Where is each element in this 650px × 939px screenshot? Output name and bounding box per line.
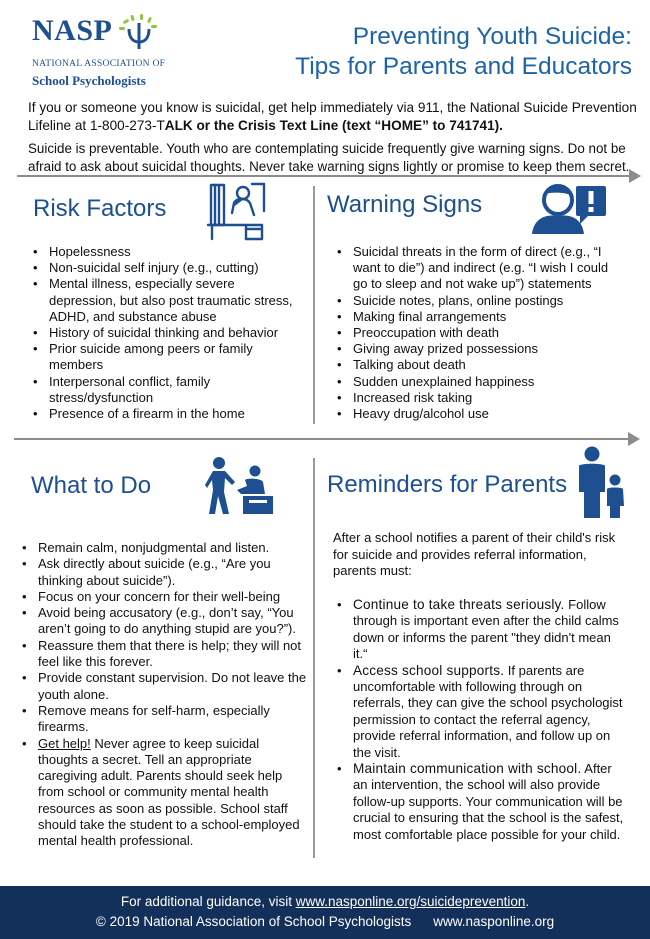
upper-column-divider (313, 186, 315, 424)
footer-guidance-text: For additional guidance, visit (120, 894, 296, 909)
list-item: • Prior suicide among peers or family members (31, 341, 301, 373)
suicide-prevention-link[interactable]: www.nasponline.org/suicideprevention (295, 894, 526, 909)
middle-divider-arrow (14, 438, 638, 440)
risk-factors-title: Risk Factors (33, 195, 167, 222)
crisis-notice (28, 99, 638, 135)
person-head-in-hands-icon (206, 181, 270, 243)
psi-tree-icon (118, 14, 158, 50)
list-item: • Preoccupation with death (335, 325, 625, 341)
reminders-title: Reminders for Parents (327, 471, 568, 498)
adult-helping-child-icon (205, 456, 277, 516)
get-help-lead: Get help! (38, 735, 91, 751)
list-item: • Presence of a firearm in the home (31, 406, 301, 422)
reminder-lead: Access school supports. (353, 662, 505, 678)
list-item: • Making final arrangements (335, 309, 625, 325)
reminders-intro: After a school notifies a parent of their child's risk for suicide and provides referral information, parents must: (333, 530, 616, 578)
list-item: • Remain calm, nonjudgmental and listen. (20, 540, 310, 556)
list-item: • Suicide notes, plans, online postings (335, 293, 625, 309)
risk-factors-list (31, 244, 301, 422)
list-item: • Interpersonal conflict, family stress/dysfunction (31, 374, 301, 406)
reminder-lead: Maintain communication with school. (353, 761, 582, 777)
person-alert-icon (532, 178, 612, 234)
list-item: • Heavy drug/alcohol use (335, 406, 625, 422)
list-item: • Non-suicidal self injury (e.g., cutting) (31, 260, 301, 276)
what-to-do-title: What to Do (31, 472, 152, 499)
list-item (335, 663, 625, 761)
logo-subtitle-bold: School Psychologists (32, 73, 146, 88)
reminders-list (335, 597, 625, 843)
list-item: • Hopelessness (31, 244, 301, 260)
preventable-text: Suicide is preventable. Youth who are contemplating suicide frequently give warning signs. Do not be afraid to ask about suicidal thoughts. Never take warning signs lightly or promise to keep them secret. (28, 141, 630, 174)
get-help-text: Never agree to keep suicidal thoughts a secret. Tell an appropriate caregiving adult. Parents should seek help from school or community mental health resources as soon as possible. School staff should take the student to a school-employed mental health professional. (38, 735, 300, 849)
list-item: • Avoid being accusatory (e.g., don’t say, “You aren’t going to do anything stupid are you?”). (20, 605, 310, 638)
list-item: • Sudden unexplained happiness (335, 374, 625, 390)
list-item (335, 597, 625, 663)
reminder-text: After an intervention, the school will also provide follow-up supports. Your communication will be crucial to ensuring that the school is the safest, most comfortable place possible for your child. (353, 761, 624, 842)
page-title (295, 22, 632, 82)
crisis-text: If you or someone you know is suicidal, get help immediately via 911, the National Suicide Prevention Lifeline at 1-800-273-T (28, 100, 637, 133)
list-item: • Reassure them that there is help; they will not feel like this forever. (20, 638, 310, 671)
crisis-text-bold: ALK or the Crisis Text Line (text “HOME” to 741741). (164, 118, 503, 133)
logo-subtitle: NATIONAL ASSOCIATION OF (32, 59, 166, 69)
reminder-lead: Continue to take threats seriously. (353, 597, 565, 612)
lower-column-divider (313, 458, 315, 858)
list-item: • Increased risk taking (335, 390, 625, 406)
warning-signs-title: Warning Signs (327, 191, 483, 218)
logo-wordmark: NASP (32, 14, 113, 47)
list-item: • Talking about death (335, 357, 625, 373)
footer-copyright: © 2019 National Association of School Psychologists (95, 914, 412, 929)
footer-site: www.nasponline.org (433, 914, 555, 929)
list-item: • Mental illness, especially severe depression, but also post traumatic stress, ADHD, and substance abuse (31, 276, 301, 325)
footer (0, 886, 650, 939)
nasp-logo (32, 14, 192, 86)
footer-guidance-end: . (525, 894, 530, 909)
list-item: • History of suicidal thinking and behavior (31, 325, 301, 341)
page-title-line2: Tips for Parents and Educators (295, 53, 632, 80)
list-item: • Focus on your concern for their well-being (20, 589, 310, 605)
list-item: • Giving away prized possessions (335, 341, 625, 357)
reminder-text: If parents are uncomfortable with following through on referrals, they can give the school psychologist permission to contact the referral agency, provide referral information, and follow up on the visit. (353, 662, 623, 760)
reminder-text: Follow through is important even after the child calms down or informs the parent "they didn't mean it.“ (353, 597, 619, 662)
list-item (335, 761, 625, 843)
parent-and-child-icon (574, 446, 626, 518)
footer-guidance (0, 892, 650, 912)
list-item: • Provide constant supervision. Do not leave the youth alone. (20, 670, 310, 703)
what-to-do-list (20, 540, 310, 850)
warning-signs-list (335, 244, 625, 422)
list-item: • Remove means for self-harm, especially firearms. (20, 703, 310, 736)
list-item: • Suicidal threats in the form of direct (e.g., “I want to die”) and indirect (e.g. “I wish I could go to sleep and not wake up”) statements (335, 244, 625, 293)
list-item: • Ask directly about suicide (e.g., “Are you thinking about suicide”). (20, 556, 310, 589)
page-title-line1: Preventing Youth Suicide: (352, 23, 632, 50)
footer-copyright-row (0, 912, 650, 932)
list-item (20, 736, 310, 850)
top-divider-arrow (17, 175, 639, 177)
